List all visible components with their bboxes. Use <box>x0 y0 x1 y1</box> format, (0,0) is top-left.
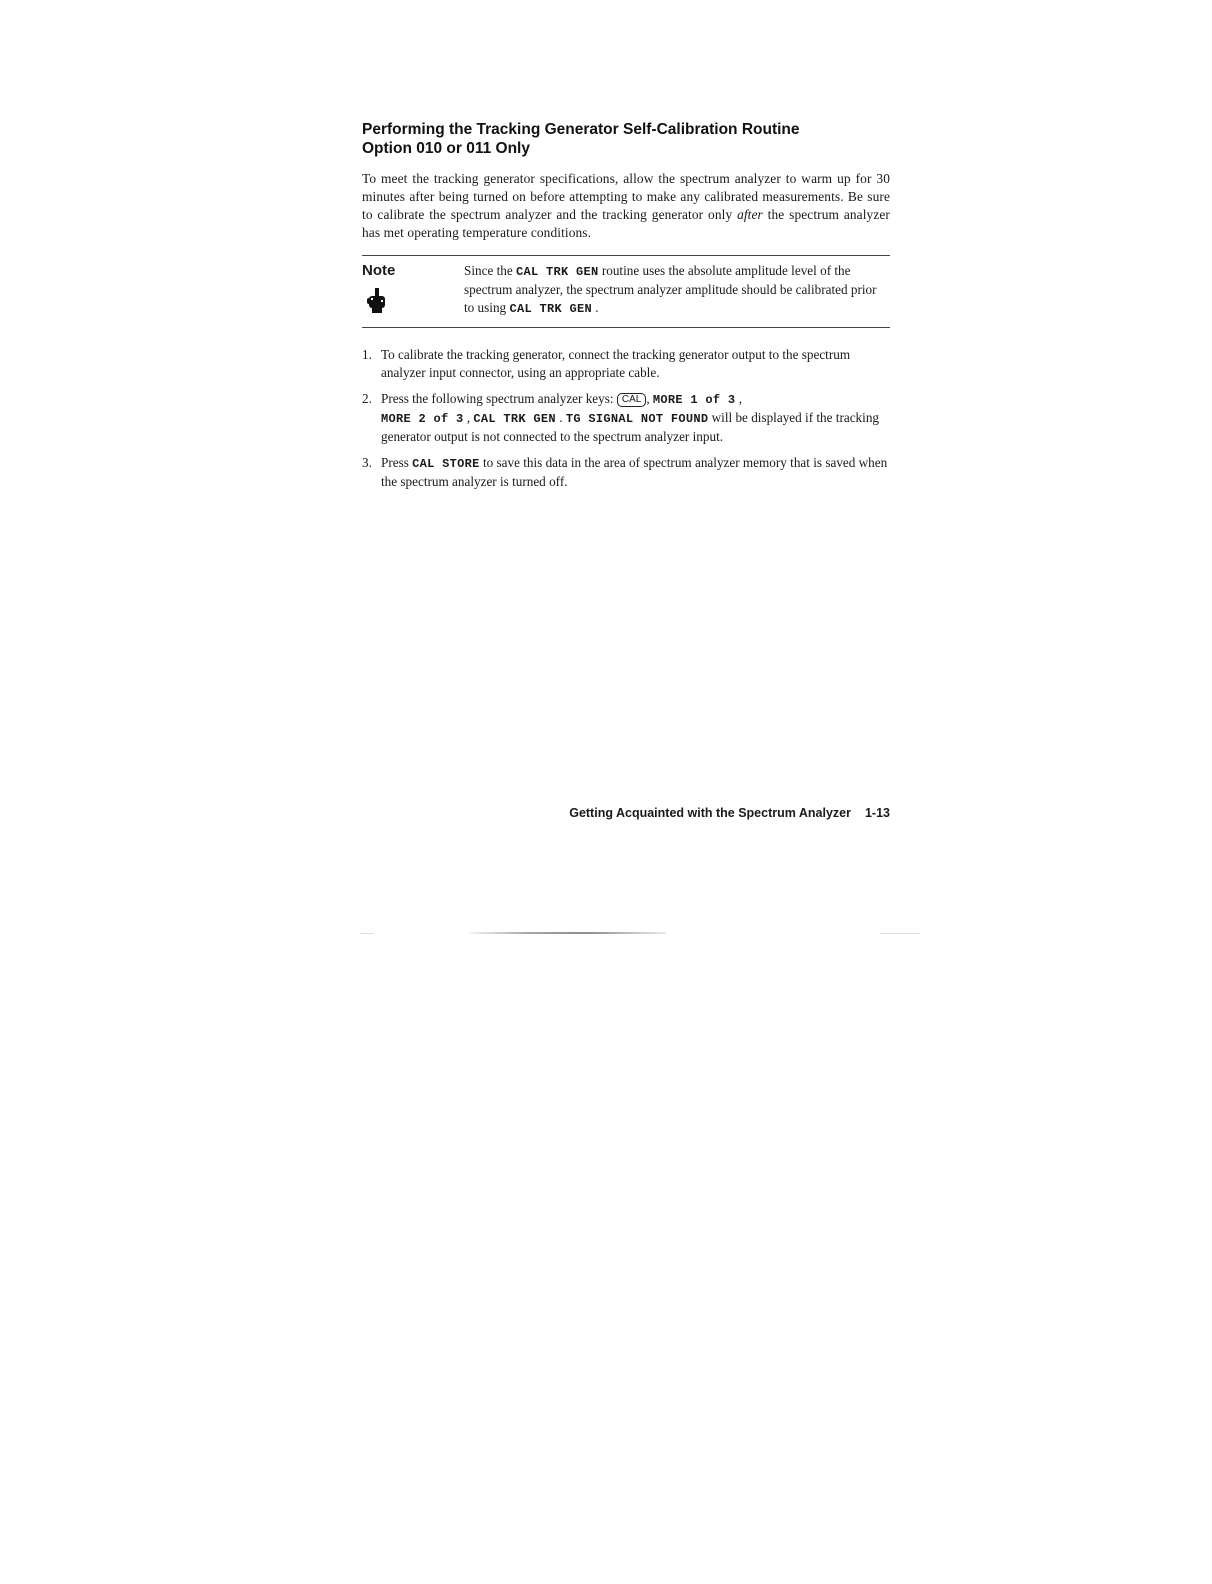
section-title-line2: Option 010 or 011 Only <box>362 140 530 157</box>
step-2-text-b: , <box>646 391 653 407</box>
document-page <box>362 120 890 499</box>
hardkey-cal: CAL <box>617 393 646 407</box>
section-title-line1: Performing the Tracking Generator Self-Calibration Routine <box>362 121 800 138</box>
softkey-cal-trk-gen: CAL TRK GEN <box>473 412 556 427</box>
note-left-column <box>362 262 464 319</box>
section-title <box>362 120 890 158</box>
scan-artifact-line <box>470 932 666 934</box>
pointing-hand-icon <box>366 288 388 314</box>
page-footer <box>538 806 890 820</box>
step-2-text-f: will be displayed if the tracking generator output is not connected to the spectrum analyzer input. <box>381 410 880 445</box>
scan-artifact-speck-left <box>360 933 374 934</box>
step-3-text-a: Press <box>381 455 413 471</box>
step-3 <box>362 454 890 491</box>
step-1-number: 1. <box>362 347 372 363</box>
step-2-text-e: . <box>555 410 566 426</box>
step-2-text-c: , <box>735 391 743 407</box>
note-softkey-cal-trk-gen-2: CAL TRK GEN <box>509 302 592 317</box>
note-text-a: Since the <box>464 263 517 279</box>
step-3-number: 3. <box>362 455 372 471</box>
softkey-cal-store: CAL STORE <box>412 457 480 472</box>
step-2-text-d: , <box>463 410 474 426</box>
message-tg-signal-not-found: TG SIGNAL NOT FOUND <box>565 412 709 427</box>
step-1 <box>362 346 890 382</box>
step-1-text: To calibrate the tracking generator, connect the tracking generator output to the spectrum analyzer input connector, using an appropriate cable. <box>381 347 851 381</box>
procedure-steps <box>362 346 890 491</box>
scan-artifact-speck-right <box>880 933 920 934</box>
step-2-number: 2. <box>362 391 372 407</box>
note-text-c: . <box>591 300 599 316</box>
note-box <box>362 255 890 328</box>
intro-paragraph <box>362 170 890 242</box>
footer-chapter-title: Getting Acquainted with the Spectrum Analyzer <box>569 806 851 820</box>
intro-text-1: To meet the tracking generator specifications, allow the spectrum analyzer to warm up for 30 minutes after being turned on before attempting to make any calibrated measurements. Be sure to calibrate the spectrum analyzer and the tracking generator only <box>362 171 890 222</box>
footer-page-number: 1-13 <box>864 806 890 820</box>
step-2 <box>362 390 890 446</box>
note-text-b: routine uses the absolute amplitude level of the spectrum analyzer, the spectrum analyzer amplitude should be calibrated prior to using <box>464 263 877 316</box>
softkey-more-1-of-3: MORE 1 of 3 <box>652 393 736 408</box>
note-text <box>464 262 890 319</box>
step-2-text-a: Press the following spectrum analyzer keys: <box>381 391 617 407</box>
step-3-text-b: to save this data in the area of spectrum analyzer memory that is saved when the spectrum analyzer is turned off. <box>381 455 888 490</box>
intro-text-2: the spectrum analyzer has met operating temperature conditions. <box>362 207 890 240</box>
note-softkey-cal-trk-gen: CAL TRK GEN <box>516 265 599 280</box>
softkey-more-2-of-3: MORE 2 of 3 <box>381 412 464 427</box>
note-label: Note <box>362 262 396 280</box>
intro-emphasis: after <box>737 207 763 222</box>
